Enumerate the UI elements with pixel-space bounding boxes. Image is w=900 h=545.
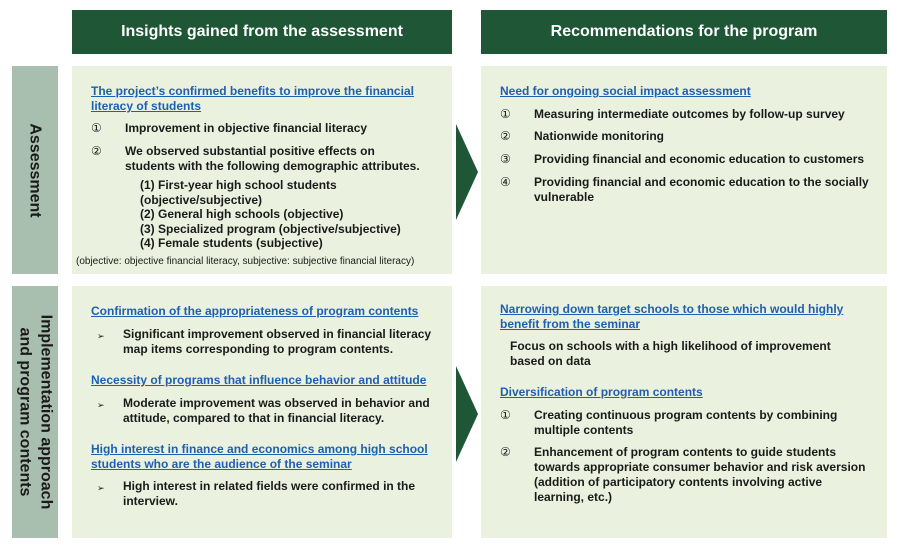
item-text: Nationwide monitoring (534, 129, 664, 143)
implementation-insight-bullet-1 (97, 327, 431, 357)
bullet-text (123, 396, 430, 426)
implementation-insight-title-3[interactable] (91, 442, 428, 472)
bullet-arrow-icon: ➢ (97, 400, 105, 410)
objective-subjective-note: (objective: objective financial literacy, subjective: subjective financial literacy) (76, 256, 415, 267)
focus-schools-text (510, 339, 831, 369)
attribute-line: (4) Female students (subjective) (140, 236, 323, 250)
row-label-implementation-line2: and program contents (16, 327, 34, 497)
row-label-assessment-text: Assessment (26, 122, 44, 218)
item-text-line2: vulnerable (534, 190, 595, 204)
item-text: Improvement in objective financial literacy (125, 121, 368, 135)
item-text-line4: learning, etc.) (534, 490, 613, 504)
bullet-text (123, 327, 431, 357)
item-number: ① (500, 408, 511, 422)
implementation-recommendation-title-1[interactable] (500, 302, 843, 332)
implementation-recommendation-item-2 (500, 445, 865, 505)
bullet-text (123, 479, 415, 509)
bullet-text-line2: attitude, compared to that in financial literacy. (123, 411, 385, 425)
arrow-assessment (454, 124, 480, 220)
panel-assessment-recommendations (481, 66, 887, 274)
title-line1: Narrowing down target schools to those which would highly (500, 302, 844, 316)
bullet-text-line1: Moderate improvement was observed in behavior and (123, 396, 430, 410)
item-text (534, 408, 837, 438)
item-text-line1: Enhancement of program contents to guide students (534, 445, 837, 459)
row-label-assessment (12, 66, 58, 274)
assessment-recommendations-title[interactable]: Need for ongoing social impact assessment (500, 84, 751, 98)
item-number: ② (500, 445, 511, 459)
row-label-implementation-line1: Implementation approach (37, 314, 55, 510)
item-text (125, 144, 420, 174)
implementation-insight-bullet-3 (97, 479, 415, 509)
bullet-arrow-icon: ➢ (97, 331, 105, 341)
assessment-recommendation-item-2 (500, 129, 664, 144)
bullet-text-line1: High interest in related fields were confirmed in the (123, 479, 416, 493)
item-text: Measuring intermediate outcomes by follow-up survey (534, 107, 845, 121)
item-text-line1: Providing financial and economic education to the socially (534, 175, 869, 189)
item-number: ② (91, 144, 102, 158)
item-text (534, 445, 865, 505)
bullet-arrow-icon: ➢ (97, 483, 105, 493)
item-text-line2: students with the following demographic attributes. (125, 159, 420, 173)
item-text: Providing financial and economic education to customers (534, 152, 865, 166)
panel-implementation-insights (72, 286, 452, 538)
row-label-implementation-text (14, 315, 56, 510)
arrow-assessment-shape (456, 124, 478, 220)
assessment-insight-item-2 (91, 144, 420, 174)
row-label-implementation (12, 286, 58, 538)
implementation-recommendation-title-2[interactable]: Diversification of program contents (500, 385, 703, 399)
attribute-line: (objective/subjective) (140, 192, 263, 207)
attribute-line: (3) Specialized program (objective/subjective) (140, 221, 401, 236)
panel-assessment-insights (72, 66, 452, 274)
implementation-insight-title-1[interactable]: Confirmation of the appropriateness of program contents (91, 304, 419, 318)
focus-line1: Focus on schools with a high likelihood of improvement (510, 339, 831, 353)
item-text-line1: We observed substantial positive effects on (125, 144, 375, 158)
arrow-implementation (454, 366, 480, 462)
item-number: ① (500, 107, 511, 121)
header-recommendations: Recommendations for the program (481, 10, 887, 54)
assessment-recommendation-item-3 (500, 152, 864, 167)
implementation-insight-title-2[interactable]: Necessity of programs that influence behavior and attitude (91, 373, 427, 387)
header-insights: Insights gained from the assessment (72, 10, 452, 54)
item-number: ④ (500, 175, 511, 189)
focus-line2: based on data (510, 354, 591, 368)
assessment-insights-title-line2: literacy of students (91, 99, 202, 113)
assessment-insights-title-line1: The project’s confirmed benefits to improve the financial (91, 84, 414, 98)
attribute-line: (2) General high schools (objective) (140, 207, 344, 221)
assessment-insight-item-1 (91, 121, 367, 136)
item-number: ③ (500, 152, 511, 166)
bullet-text-line1: Significant improvement observed in financial literacy (123, 327, 432, 341)
bullet-text-line2: interview. (123, 494, 178, 508)
assessment-recommendation-item-1 (500, 107, 845, 122)
bullet-text-line2: map items corresponding to program contents. (123, 342, 394, 356)
arrow-implementation-shape (456, 366, 478, 462)
demographic-attributes-list (140, 178, 401, 251)
implementation-recommendation-item-1 (500, 408, 837, 438)
item-number: ② (500, 129, 511, 143)
item-text-line3: (addition of participatory contents involving active (534, 475, 823, 489)
title-line2: students who are the audience of the seminar (91, 457, 352, 471)
title-line1: High interest in finance and economics among high school (91, 442, 428, 456)
assessment-recommendation-item-4 (500, 175, 869, 205)
item-number: ① (91, 121, 102, 135)
attribute-line: (1) First-year high school students (140, 178, 337, 192)
assessment-insights-title[interactable] (91, 84, 414, 114)
item-text-line1: Creating continuous program contents by combining (534, 408, 838, 422)
implementation-insight-bullet-2 (97, 396, 430, 426)
item-text (534, 175, 869, 205)
panel-implementation-recommendations (481, 286, 887, 538)
item-text-line2: multiple contents (534, 423, 634, 437)
item-text-line2: towards appropriate consumer behavior and risk aversion (534, 460, 866, 474)
title-line2: benefit from the seminar (500, 317, 641, 331)
